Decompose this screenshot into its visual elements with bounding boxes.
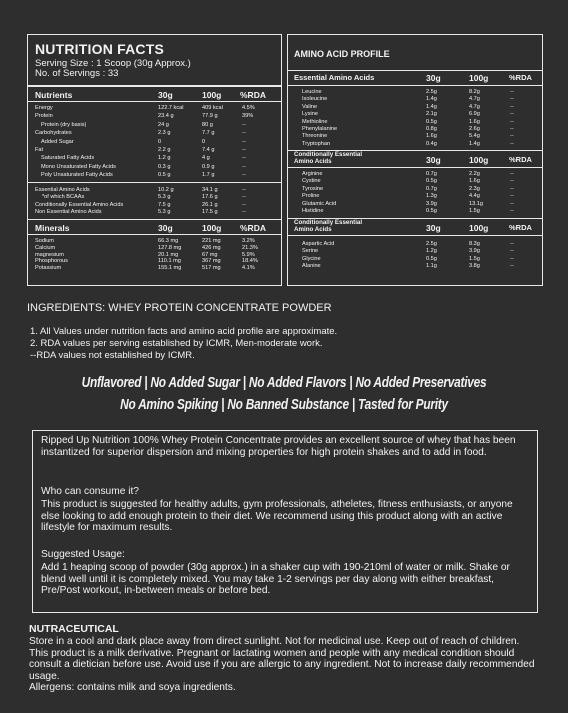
row-value: --	[242, 121, 246, 128]
storage-warnings: Store in a cool and dark place away from direct sunlight. Not for medicinal use. Keep out of reach of children. This product is a milk derivative. Pregnant or lactating women and people with any medical condition should consult a dietician before use. Avoid use if you are allergic to any ingredient. Not to increase daily recommended usage.	[29, 636, 535, 682]
row-value: 0.4g	[426, 140, 437, 147]
row-label: Arginine	[302, 171, 323, 177]
row-label: Histidine	[302, 208, 324, 214]
cond-header	[294, 152, 362, 165]
row-value: --	[510, 103, 514, 110]
amino-acid-panel	[287, 34, 543, 286]
row-label: Added Sugar	[41, 138, 74, 145]
row-value: 8.2g	[469, 89, 480, 95]
row-label: Leucine	[302, 89, 322, 95]
row-value: 2.6g	[469, 126, 480, 132]
col-30g-header: 30g	[426, 155, 441, 165]
row-value: 1.6g	[426, 133, 437, 140]
row-value: --	[510, 171, 514, 177]
row-label: Sodium	[35, 238, 54, 244]
row-value: 5.3 g	[158, 209, 171, 216]
cond2-header-line1: Conditionally Essential	[294, 219, 363, 226]
amino-acid-title: AMINO ACID PROFILE	[294, 49, 390, 59]
essential-header: Essential Amino Acids	[294, 73, 375, 82]
divider	[288, 235, 542, 236]
row-value: 122.7 kcal	[158, 105, 184, 111]
tagline-1: Unflavored | No Added Sugar | No Added Flavors | No Added Preservatives	[81, 375, 487, 391]
row-value: 0.5g	[426, 255, 437, 262]
row-value: 17.5 g	[202, 209, 218, 216]
row-value: 39%	[242, 113, 254, 120]
row-value: 10.2 g	[158, 187, 174, 193]
row-value: 66.3 mg	[158, 238, 179, 244]
nutrients-header: Nutrients	[35, 90, 73, 100]
row-label: Calcium	[35, 244, 56, 251]
divider	[28, 182, 281, 183]
row-value: 2.5g	[426, 89, 437, 95]
row-label: Fat	[35, 147, 44, 153]
row-value: 0.5 g	[158, 172, 171, 179]
row-value: 1.6g	[469, 118, 480, 125]
col-100g-header: 100g	[202, 223, 222, 233]
row-label: Poly Unsaturated Fatty Acids	[41, 172, 113, 179]
row-value: 155.1 mg	[158, 265, 182, 272]
row-label: Valine	[302, 103, 318, 110]
row-label: Glutamic Acid	[302, 200, 337, 207]
tagline-2: No Amino Spiking | No Banned Substance | Tasted for Purity	[120, 397, 448, 413]
row-value: 409 kcal	[202, 105, 223, 111]
row-label: Serine	[302, 248, 319, 255]
note-1: 1. All Values under nutrition facts and amino acid profile are approximate.	[30, 326, 338, 337]
cond2-header	[294, 220, 362, 233]
row-value: 3.9g	[426, 200, 437, 207]
col-rda-header: %RDA	[240, 223, 266, 233]
row-value: 3.8g	[469, 263, 480, 270]
row-value: --	[242, 172, 246, 179]
row-value: 1.6g	[469, 178, 480, 185]
row-label: Methioline	[302, 118, 328, 125]
usage-text: Add 1 heaping scoop of powder (30g approx.) in a shaker cup with 190-210ml of water or milk. Shake or blend well until it is completely mixed. You may take 1-2 servings per day along with either breakfast, Pre/Post workout, in-between meals or before bed.	[41, 562, 510, 596]
row-label: Energy	[35, 105, 53, 111]
row-value: 1.4g	[426, 103, 437, 110]
row-value: 80 g	[202, 121, 213, 128]
row-value: 4.7g	[469, 103, 480, 110]
row-value: --	[510, 208, 514, 214]
row-label: Isoleucine	[302, 96, 328, 103]
row-label: Lysine	[302, 111, 318, 118]
row-value: --	[242, 138, 246, 145]
row-value: 0.7g	[426, 171, 437, 177]
row-value: 21.3%	[242, 244, 258, 251]
row-value: --	[510, 126, 514, 132]
note-3: --RDA values not established by ICMR.	[30, 350, 195, 361]
row-value: --	[510, 89, 514, 95]
row-label: Essential Amino Acids	[35, 187, 90, 193]
divider	[28, 234, 281, 235]
row-value: 517 mg	[202, 265, 221, 272]
row-value: --	[510, 118, 514, 125]
row-value: --	[510, 111, 514, 118]
row-value: --	[510, 263, 514, 270]
row-value: 367 mg	[202, 258, 221, 265]
row-value: --	[510, 133, 514, 140]
divider	[28, 85, 281, 87]
row-value: --	[510, 185, 514, 192]
row-label: Tryptophan	[302, 140, 331, 147]
row-value: 20.1 mg	[158, 251, 179, 258]
row-value: 1.2 g	[158, 155, 171, 162]
row-label: Threonine	[302, 133, 328, 140]
row-label: Tyrosine	[302, 185, 324, 192]
row-value: 77.9 g	[202, 113, 218, 120]
row-value: 1.5g	[469, 255, 480, 262]
row-label: Cystine	[302, 178, 321, 185]
row-value: --	[510, 193, 514, 200]
row-label: Proline	[302, 193, 320, 200]
row-value: 4.7g	[469, 96, 480, 103]
row-value: 0.5g	[426, 118, 437, 125]
row-value: 2.3g	[469, 185, 480, 192]
row-label: magnesium	[35, 251, 64, 258]
row-value: 34.1 g	[202, 187, 218, 193]
col-rda-header: %RDA	[509, 223, 532, 232]
row-value: 6.9g	[469, 111, 480, 118]
col-30g-header: 30g	[426, 223, 441, 233]
row-value: 23.4 g	[158, 113, 174, 120]
cond-header-line2: Amino Acids	[294, 157, 332, 165]
row-value: 1.1g	[426, 263, 437, 270]
nutraceutical-text	[29, 636, 541, 694]
nutrition-facts-title: NUTRITION FACTS	[35, 41, 164, 57]
row-value: 1.2g	[426, 248, 437, 255]
nutraceutical-title: NUTRACEUTICAL	[29, 623, 119, 635]
row-value: 3.2%	[242, 238, 255, 244]
row-value: --	[510, 96, 514, 103]
row-value: 2.5g	[426, 241, 437, 247]
row-value: --	[242, 194, 246, 201]
who-text: This product is suggested for healthy adults, gym professionals, atheletes, fitness enthusiasts, or anyone else looking to add enough protein to their diet. We recommend using this product along with an active lifestyle for maximum results.	[41, 499, 513, 533]
usage-title: Suggested Usage:	[41, 549, 125, 560]
row-value: 426 mg	[202, 244, 221, 251]
row-value: 7.4 g	[202, 147, 215, 153]
row-value: 2.2 g	[158, 147, 171, 153]
who-title: Who can consume it?	[41, 486, 139, 497]
row-value: 1.5g	[469, 208, 480, 214]
divider	[288, 167, 542, 168]
row-label: Potassium	[35, 265, 62, 272]
row-value: --	[510, 248, 514, 255]
col-100g-header: 100g	[469, 223, 489, 233]
allergens: Allergens: contains milk and soya ingredients.	[29, 682, 236, 693]
row-value: --	[510, 241, 514, 247]
minerals-header: Minerals	[35, 223, 70, 233]
col-30g-header: 30g	[158, 223, 173, 233]
row-label: Aspartic Acid	[302, 241, 335, 247]
col-100g-header: 100g	[202, 90, 222, 100]
row-value: --	[242, 163, 246, 170]
row-value: 2.2g	[469, 171, 480, 177]
row-value: 2.3 g	[158, 130, 171, 137]
row-value: 13.1g	[469, 200, 483, 207]
col-30g-header: 30g	[426, 73, 441, 83]
row-label: Phenylalanine	[302, 126, 338, 132]
row-label: Carbohydrates	[35, 130, 72, 137]
row-value: 2.1g	[426, 111, 437, 118]
row-value: 18.4%	[242, 258, 258, 265]
cond-header-line1: Conditionally Essential	[294, 151, 363, 158]
row-label: Saturated Fatty Acids	[41, 155, 95, 162]
divider	[288, 85, 542, 86]
row-label: Protein (dry basis)	[41, 121, 87, 128]
col-30g-header: 30g	[158, 90, 173, 100]
row-value: --	[510, 178, 514, 185]
row-label: *of which BCAAs	[42, 194, 85, 201]
row-label: Protein	[35, 113, 53, 120]
row-value: 7.5 g	[158, 201, 171, 208]
row-value: 127.8 mg	[158, 244, 182, 251]
servings-count: No. of Servings : 33	[35, 68, 119, 79]
nutrition-facts-panel	[27, 34, 282, 286]
row-label: Conditionally Essential Amino Acids	[35, 201, 124, 208]
divider	[28, 219, 281, 220]
description-intro: Ripped Up Nutrition 100% Whey Protein Concentrate provides an excellent source of whey that has been instantized for superior dispersion and mixing properties for high protein shakes and to add in food.	[41, 435, 516, 458]
row-label: Non Essential Amino Acids	[35, 209, 102, 216]
row-value: --	[242, 187, 246, 193]
row-value: --	[510, 255, 514, 262]
row-value: 5.9%	[242, 251, 255, 258]
row-value: 110.1 mg	[158, 258, 181, 265]
serving-size: Serving Size : 1 Scoop (30g Approx.)	[35, 58, 191, 69]
divider	[288, 70, 542, 71]
row-value: --	[242, 209, 246, 216]
row-value: 0.8g	[426, 126, 437, 132]
row-value: 8.3g	[469, 241, 480, 247]
row-value: 0	[158, 138, 162, 145]
row-value: 221 mg	[202, 238, 221, 244]
row-value: 0.3 g	[158, 163, 171, 170]
row-value: 7.7 g	[202, 130, 215, 137]
col-100g-header: 100g	[469, 73, 489, 83]
row-value: 5.4g	[469, 133, 480, 140]
col-rda-header: %RDA	[509, 73, 532, 82]
row-value: 3.9g	[469, 248, 480, 255]
row-value: 0.5g	[426, 208, 437, 214]
row-label: Glycine	[302, 255, 321, 262]
row-label: Alanine	[302, 263, 321, 270]
row-value: 4.5%	[242, 105, 255, 111]
divider	[28, 101, 281, 102]
col-rda-header: %RDA	[240, 90, 266, 100]
row-value: --	[510, 140, 514, 147]
row-value: 26.1 g	[202, 201, 218, 208]
row-value: 1.3g	[426, 193, 437, 200]
row-value: 17.6 g	[202, 194, 218, 201]
row-value: 0	[202, 138, 206, 145]
row-value: --	[242, 155, 246, 162]
row-value: 0.7g	[426, 185, 437, 192]
col-rda-header: %RDA	[509, 155, 532, 164]
row-value: 1.4g	[426, 96, 437, 103]
row-value: 1.4g	[469, 140, 480, 147]
row-value: 0.9 g	[202, 163, 215, 170]
row-value: 4 g	[202, 155, 210, 162]
row-value: --	[510, 200, 514, 207]
description-box	[32, 430, 538, 613]
col-100g-header: 100g	[469, 155, 489, 165]
row-value: --	[242, 201, 246, 208]
row-value: 4.4g	[469, 193, 480, 200]
row-label: Mono Unsaturated Fatty Acids	[41, 163, 116, 170]
row-value: 5.3 g	[158, 194, 171, 201]
row-value: --	[242, 147, 246, 153]
row-value: 4.1%	[242, 265, 255, 272]
ingredients-line: INGREDIENTS: WHEY PROTEIN CONCENTRATE POWDER	[27, 302, 332, 314]
row-value: 67 mg	[202, 251, 218, 258]
note-2: 2. RDA values per serving established by ICMR, Men-moderate work.	[30, 338, 323, 349]
row-value: 1.7 g	[202, 172, 215, 179]
row-value: 0.5g	[426, 178, 437, 185]
cond2-header-line2: Amino Acids	[294, 225, 332, 233]
row-value: --	[242, 130, 246, 137]
row-label: Phosphorous	[35, 258, 68, 265]
row-value: 24 g	[158, 121, 169, 128]
